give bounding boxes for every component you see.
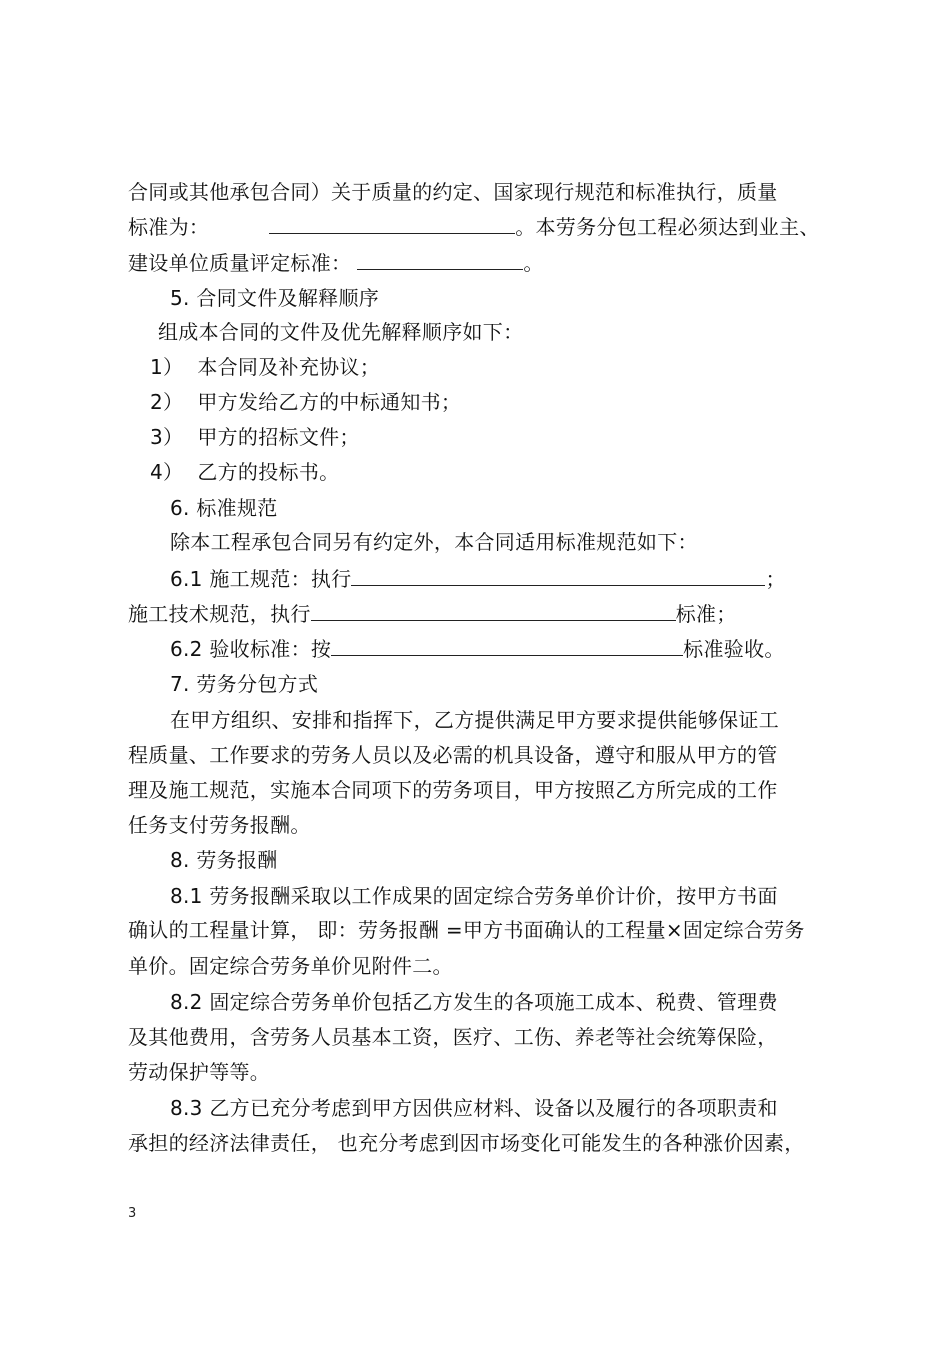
fill-blank: [357, 250, 523, 270]
fill-blank: [269, 214, 515, 234]
section-heading-7: 7. 劳务分包方式: [170, 672, 319, 696]
text-line: 在甲方组织、安排和指挥下，乙方提供满足甲方要求提供能够保证工: [170, 708, 779, 732]
text-segment: 标准为：: [128, 215, 210, 239]
text-segment: 6.1 施工规范：执行: [170, 567, 352, 591]
text-segment: 。: [523, 251, 544, 275]
list-item: [150, 390, 461, 414]
text-segment: 。本劳务分包工程必须达到业主、: [515, 215, 820, 239]
text-line: [128, 214, 820, 239]
list-number: 3）: [150, 425, 184, 449]
list-item: [150, 355, 380, 379]
text-line: [170, 636, 785, 661]
text-line: 及其他费用，含劳务人员基本工资，医疗、工伤、养老等社会统筹保险，: [128, 1025, 778, 1049]
text-segment: 建设单位质量评定标准：: [128, 251, 352, 275]
text-line: 8.2 固定综合劳务单价包括乙方发生的各项施工成本、税费、管理费: [170, 990, 778, 1014]
list-number: 2）: [150, 390, 184, 414]
list-text: 甲方的招标文件；: [197, 425, 360, 449]
text-segment: 施工技术规范，执行: [128, 602, 311, 626]
text-line: 8.3 乙方已充分考虑到甲方因供应材料、设备以及履行的各项职责和: [170, 1096, 778, 1120]
section-heading-8: 8. 劳务报酬: [170, 848, 278, 872]
text-line: 合同或其他承包合同）关于质量的约定、国家现行规范和标准执行，质量: [128, 180, 778, 204]
fill-blank: [351, 566, 765, 586]
list-text: 甲方发给乙方的中标通知书；: [197, 390, 462, 414]
text-segment: 标准验收。: [683, 637, 785, 661]
fill-blank: [311, 601, 676, 621]
text-line: 承担的经济法律责任， 也充分考虑到因市场变化可能发生的各种涨价因素，: [128, 1131, 805, 1155]
fill-blank: [331, 636, 683, 656]
text-line: 劳动保护等等。: [128, 1060, 271, 1084]
text-line: 8.1 劳务报酬采取以工作成果的固定综合劳务单价计价，按甲方书面: [170, 884, 778, 908]
text-line: 确认的工程量计算， 即：劳务报酬 =甲方书面确认的工程量×固定综合劳务: [128, 918, 805, 942]
text-line: 理及施工规范，实施本合同项下的劳务项目，甲方按照乙方所完成的工作: [128, 778, 778, 802]
page-number: 3: [128, 1206, 137, 1221]
section-heading-6: 6. 标准规范: [170, 496, 278, 520]
list-number: 1）: [150, 355, 184, 379]
text-line: [128, 601, 737, 626]
text-line: [128, 250, 544, 275]
text-line: 除本工程承包合同另有约定外，本合同适用标准规范如下：: [170, 530, 698, 554]
text-segment: 6.2 验收标准：按: [170, 637, 332, 661]
list-text: 本合同及补充协议；: [197, 355, 381, 379]
list-item: [150, 425, 360, 449]
text-segment: 标准；: [675, 602, 737, 626]
section-heading-5: 5. 合同文件及解释顺序: [170, 286, 380, 310]
list-number: 4）: [150, 460, 184, 484]
text-line: 程质量、工作要求的劳务人员以及必需的机具设备，遵守和服从甲方的管: [128, 743, 778, 767]
list-text: 乙方的投标书。: [197, 460, 340, 484]
text-segment: ；: [765, 567, 786, 591]
text-line: 单价。固定综合劳务单价见附件二。: [128, 954, 453, 978]
text-line: 任务支付劳务报酬。: [128, 813, 311, 837]
text-line: 组成本合同的文件及优先解释顺序如下：: [158, 320, 524, 344]
list-item: [150, 460, 339, 484]
text-line: [170, 566, 786, 591]
